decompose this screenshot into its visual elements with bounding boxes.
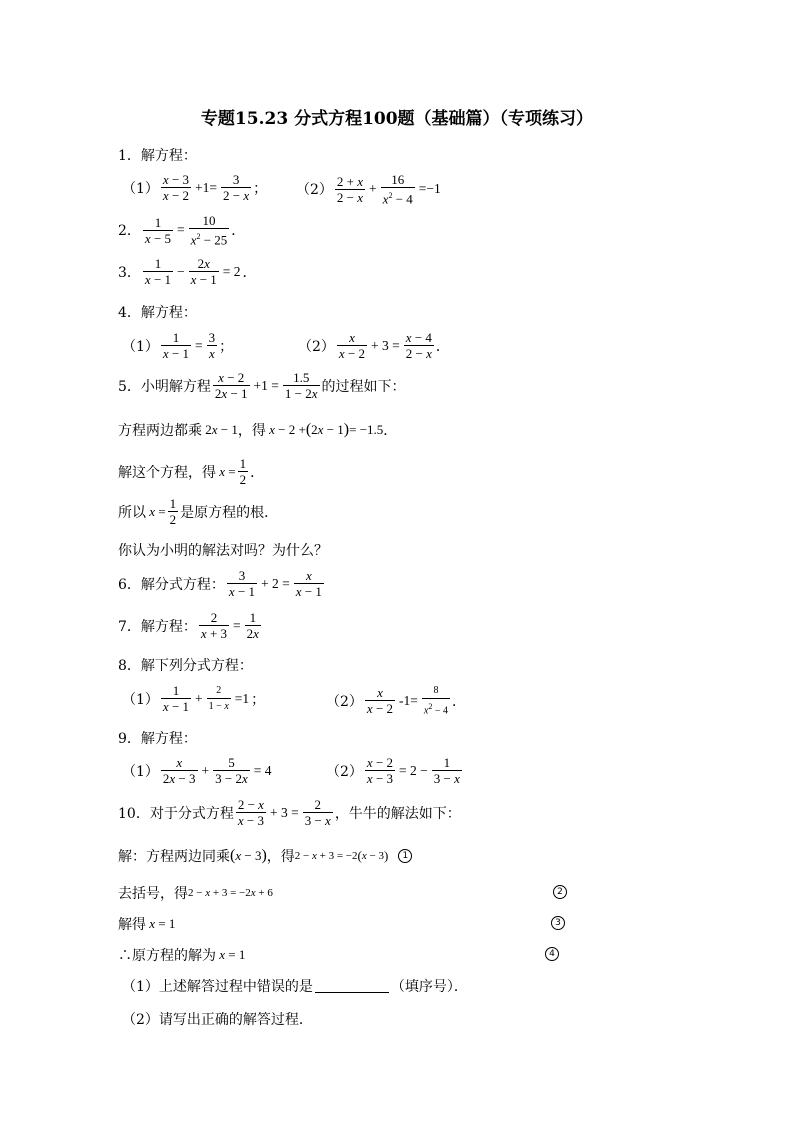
question-10-line-2: 去括号，得 2 − x + 3 = −2x + 6 <box>118 883 273 903</box>
fraction: $\frac{x - 2}{2x - 1}$ <box>214 370 248 401</box>
answer-blank[interactable] <box>315 980 389 993</box>
step-text: ∴原方程的解为 <box>118 948 216 964</box>
question-10-sub-1 <box>122 976 468 996</box>
step-text: ，得 <box>237 423 266 439</box>
part-label: （2） <box>326 693 363 710</box>
fraction: $\frac{2 - x}{x - 3}$ <box>237 797 264 828</box>
question-7-label: 7．解方程： <box>118 618 197 635</box>
question-2-label: 2． <box>118 223 141 240</box>
step-text: 所以 <box>118 504 146 521</box>
fraction: $\frac{x}{x - 2}$ <box>366 685 394 717</box>
fraction: $\frac{16}{x^2 - 4}$ <box>382 172 413 207</box>
fraction: $\frac{8}{x^2 - 4}$ <box>423 685 448 717</box>
sub-question-text: （1）上述解答过程中错误的是 <box>122 979 313 995</box>
step-text: 方程两边都乘 <box>118 423 202 439</box>
question-7: 7．解方程： $\frac{2}{x + 3}$ = $\frac{1}{2x}$ <box>118 610 259 641</box>
question-10-sub-2 <box>122 1009 313 1029</box>
question-3-label: 3． <box>118 264 141 281</box>
fraction: $\frac{1}{x - 1}$ <box>144 256 172 287</box>
step-text: 解这个方程，得 <box>118 464 216 481</box>
step-text: 去括号，得 <box>118 886 188 902</box>
separator: ； <box>251 691 266 708</box>
fraction: $\frac{2 + x}{2 - x}$ <box>336 173 364 205</box>
question-text: 你认为小明的解法对吗？为什么？ <box>118 543 328 559</box>
fraction: $\frac{1.5}{1 - 2x}$ <box>284 370 318 401</box>
question-3: 3． $\frac{1}{x - 1}$ − $\frac{2x}{x - 1}$ = 2 ． <box>118 256 257 287</box>
question-9-part-2: （2） $\frac{x - 2}{x - 3}$ = 2 − $\frac{1}{3 - x}$ <box>326 755 460 786</box>
question-6: 6．解分式方程： $\frac{3}{x - 1}$ + 2 = $\frac{x}{x - 1}$ <box>118 568 322 599</box>
question-5: 5．小明解方程 $\frac{x - 2}{2x - 1}$ +1 = $\frac{1.5}{1 - 2x}$ 的过程如下： <box>118 370 406 401</box>
end-punct: ． <box>452 693 466 710</box>
question-10: 10．对于分式方程 $\frac{2 - x}{x - 3}$ + 3 = $\frac{2}{3 - x}$ ，牛牛的解法如下： <box>118 797 461 828</box>
question-4-part-2: （2） $\frac{x}{x - 2}$ + 3 = $\frac{x - 4}{2 - x}$ ． <box>298 330 450 361</box>
fraction: $\frac{2}{3 - x}$ <box>304 797 331 828</box>
page-title: 专题15.23 分式方程100题（基础篇）（专项练习） <box>200 109 594 129</box>
fraction: $\frac{1}{2}$ <box>239 456 247 487</box>
fraction: $\frac{1}{2}$ <box>169 496 177 527</box>
end-punct: ． <box>231 223 246 240</box>
question-10-line-3: 解得 x = 1 <box>118 916 176 933</box>
fraction: $\frac{x}{x - 2}$ <box>338 330 366 361</box>
question-1-label: 1．解方程： <box>118 148 197 164</box>
step-marker-1: 1 <box>398 849 412 863</box>
fraction: $\frac{1}{x - 1}$ <box>162 330 190 361</box>
part-label: （2） <box>296 182 333 199</box>
end-punct: ． <box>242 264 257 281</box>
question-5-step-1: 方程两边都乘 2x − 1 ，得 x − 2 + ( 2x − 1 ) = −1.5 ． <box>118 421 398 439</box>
step-text: 解：方程两边同乘 <box>118 849 230 865</box>
fraction: $\frac{x - 2}{x - 3}$ <box>366 755 394 786</box>
step-marker-3: 3 <box>551 916 565 930</box>
fraction: $\frac{2x}{x - 1}$ <box>190 256 217 287</box>
fraction: $\frac{3}{x - 1}$ <box>228 568 256 599</box>
step-marker-2: 2 <box>553 885 567 899</box>
fraction: $\frac{10}{x^2 - 25}$ <box>190 213 228 248</box>
question-5-step-3: 所以 x = $\frac{1}{2}$ 是原方程的根． <box>118 496 279 527</box>
part-label: （2） <box>298 338 335 355</box>
question-5-tail: 的过程如下： <box>321 378 406 395</box>
step-marker-4: 4 <box>545 947 559 961</box>
fraction: $\frac{x}{x - 1}$ <box>295 568 322 599</box>
fraction: $\frac{x - 4}{2 - x}$ <box>405 330 432 361</box>
fraction: $\frac{2}{1 - x}$ <box>208 685 229 712</box>
question-4 <box>118 302 197 322</box>
separator: ； <box>253 180 268 197</box>
question-9 <box>118 728 197 748</box>
part-label: （2） <box>326 763 363 780</box>
fraction: $\frac{3}{x}$ <box>208 330 216 361</box>
fraction: $\frac{1}{2x}$ <box>246 610 259 641</box>
part-label: （1） <box>122 691 159 708</box>
fraction: $\frac{1}{x - 1}$ <box>162 683 190 714</box>
sub-question-text: （2）请写出正确的解答过程． <box>122 1012 313 1028</box>
question-8 <box>118 655 253 675</box>
question-2: 2． $\frac{1}{x - 5}$ = $\frac{10}{x^2 - 25}$ ． <box>118 213 246 248</box>
question-1 <box>118 145 197 165</box>
question-1-part-2: （2） $\frac{2 + x}{2 - x}$ + $\frac{16}{x^2 - 4}$ =−1 <box>296 172 441 207</box>
question-5-ask <box>118 540 328 560</box>
fraction: $\frac{5}{3 - 2x}$ <box>215 755 248 786</box>
part-label: （1） <box>122 338 159 355</box>
question-4-label: 4．解方程： <box>118 305 197 321</box>
question-10-label: 10．对于分式方程 <box>118 805 234 822</box>
question-10-line-1: 解：方程两边同乘 ( x − 3 ) ，得 2 − x + 3 = −2 ( x − 3 ) 1 <box>118 846 412 866</box>
step-text: 是原方程的根． <box>180 504 279 521</box>
part-label: （1） <box>122 763 159 780</box>
question-8-part-2: （2） $\frac{x}{x - 2}$ -1= $\frac{8}{x^2 - 4}$ ． <box>326 685 466 717</box>
sub-question-text: （填序号）． <box>390 979 468 995</box>
fraction: $\frac{x}{2x - 3}$ <box>162 755 196 786</box>
question-9-part-1: （1） $\frac{x}{2x - 3}$ + $\frac{5}{3 - 2x}$ = 4 <box>122 755 272 786</box>
fraction: $\frac{1}{3 - x}$ <box>433 755 460 786</box>
part-label: （1） <box>122 180 159 197</box>
fraction: $\frac{2}{x + 3}$ <box>200 610 228 641</box>
end-punct: ． <box>435 338 450 355</box>
question-6-label: 6．解分式方程： <box>118 576 225 593</box>
question-10-line-4: ∴原方程的解为 x = 1 <box>118 947 246 964</box>
separator: ； <box>219 338 234 355</box>
fraction: $\frac{1}{x - 5}$ <box>144 214 172 246</box>
question-9-label: 9．解方程： <box>118 731 197 747</box>
question-5-label: 5．小明解方程 <box>118 378 211 395</box>
question-8-part-1: （1） $\frac{1}{x - 1}$ + $\frac{2}{1 - x}$ =1 ； <box>122 683 266 714</box>
step-text: 解得 <box>118 917 146 933</box>
question-10-tail: ，牛牛的解法如下： <box>334 805 461 822</box>
fraction: $\frac{3}{2 - x}$ <box>223 172 250 203</box>
question-5-step-2: 解这个方程，得 x = $\frac{1}{2}$ ． <box>118 456 265 487</box>
fraction: $\frac{x - 3}{x - 2}$ <box>162 172 190 203</box>
question-4-part-1: （1） $\frac{1}{x - 1}$ = $\frac{3}{x}$ ； <box>122 330 234 361</box>
question-1-part-1: （1） $\frac{x - 3}{x - 2}$ +1= $\frac{3}{2 - x}$ ； <box>122 172 268 203</box>
step-text: ，得 <box>266 849 295 865</box>
question-8-label: 8．解下列分式方程： <box>118 658 253 674</box>
equation-rhs: =−1 <box>418 181 441 197</box>
